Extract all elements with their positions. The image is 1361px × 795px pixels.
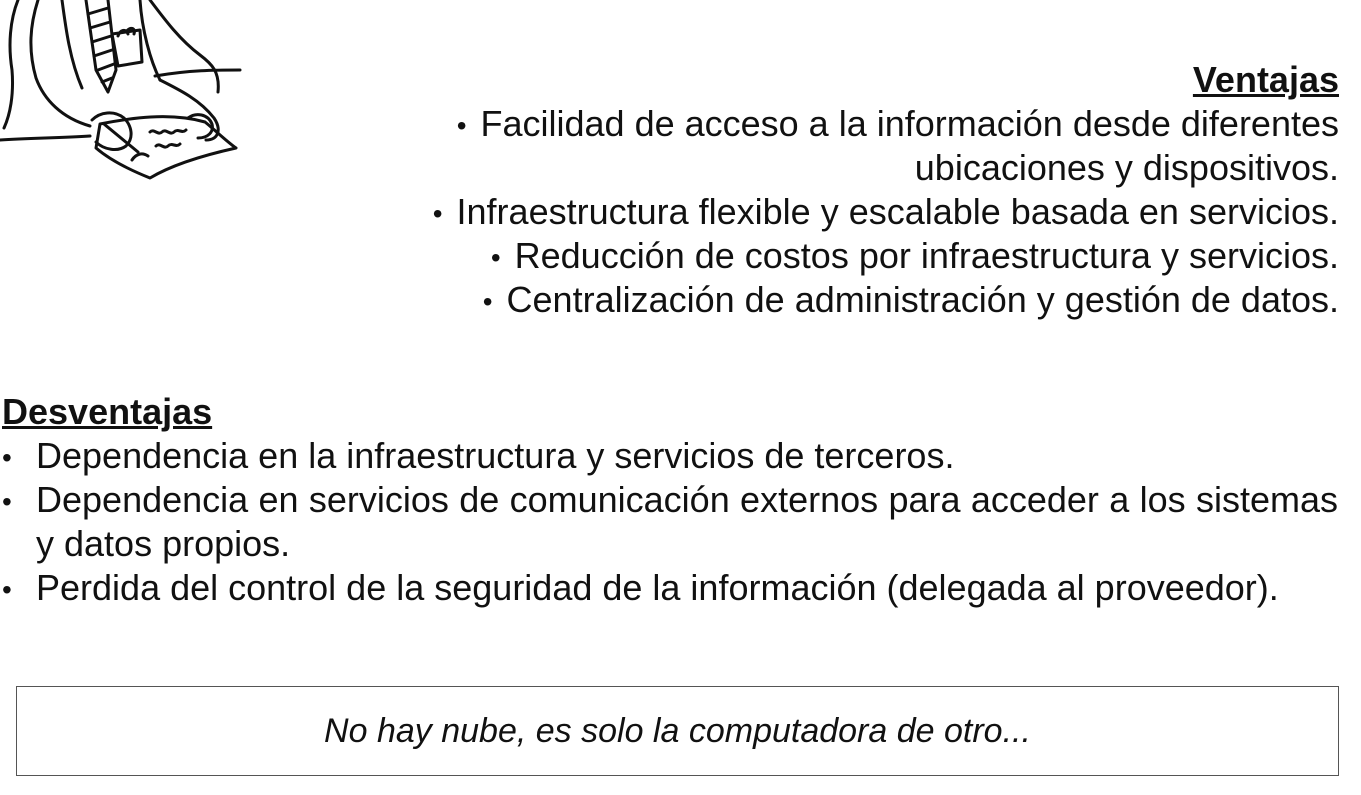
ventajas-item-continuation xyxy=(259,146,1339,190)
businessman-writing-illustration xyxy=(0,0,250,190)
ventajas-item xyxy=(259,190,1339,234)
ventajas-section xyxy=(259,58,1339,322)
ventajas-heading: Ventajas xyxy=(1192,59,1339,100)
ventajas-item xyxy=(259,102,1339,146)
ventajas-item xyxy=(259,234,1339,278)
bullet-icon: • xyxy=(2,574,12,605)
desventajas-item-text: Perdida del control de la seguridad de la información (delegada al proveedor). xyxy=(36,567,1279,608)
ventajas-list xyxy=(259,102,1339,322)
ventajas-item-text: Facilidad de acceso a la información desde diferentes xyxy=(480,103,1339,144)
desventajas-item xyxy=(2,434,1338,478)
quote-box xyxy=(16,686,1339,776)
desventajas-item-text: Dependencia en servicios de comunicación externos para acceder a los sistemas y datos propios. xyxy=(36,479,1338,564)
desventajas-item xyxy=(2,566,1338,610)
bullet-icon: • xyxy=(2,486,12,517)
bullet-icon: • xyxy=(456,110,467,141)
desventajas-heading: Desventajas xyxy=(2,391,213,432)
bullet-icon: • xyxy=(2,442,12,473)
desventajas-item-text: Dependencia en la infraestructura y servicios de terceros. xyxy=(36,435,955,476)
bullet-icon: • xyxy=(490,242,501,273)
desventajas-section xyxy=(2,390,1338,610)
ventajas-item-text: Centralización de administración y gestión de datos. xyxy=(506,279,1339,320)
desventajas-list xyxy=(2,434,1338,610)
ventajas-item-text: Reducción de costos por infraestructura y servicios. xyxy=(514,235,1339,276)
desventajas-item xyxy=(2,478,1338,566)
bullet-icon: • xyxy=(482,286,493,317)
quote-text: No hay nube, es solo la computadora de otro... xyxy=(324,711,1031,750)
ventajas-item-text: ubicaciones y dispositivos. xyxy=(914,147,1339,188)
ventajas-item xyxy=(259,278,1339,322)
bullet-icon: • xyxy=(432,198,443,229)
ventajas-item-text: Infraestructura flexible y escalable basada en servicios. xyxy=(456,191,1339,232)
